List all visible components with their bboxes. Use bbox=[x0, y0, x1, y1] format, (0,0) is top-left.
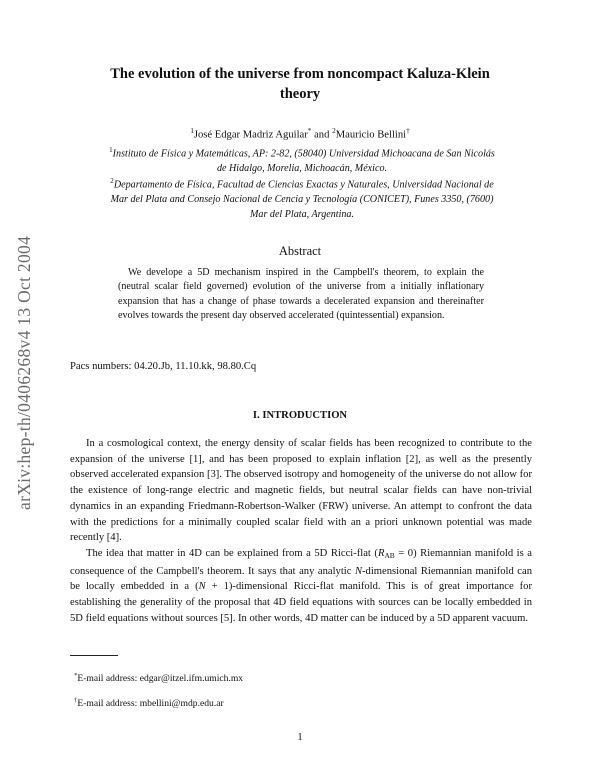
p2-symbol-n: N bbox=[354, 565, 363, 577]
paper-title bbox=[40, 64, 560, 104]
author1-footnote-mark: * bbox=[307, 126, 312, 135]
p2-symbol-r: R bbox=[377, 548, 385, 559]
footnote-1-marker: * bbox=[74, 672, 78, 679]
p2-text-a: The idea that matter in 4D can be explained from a 5D Ricci-flat ( bbox=[86, 548, 378, 559]
author1-marker: 1 bbox=[190, 126, 194, 135]
affiliation-2-line-3: Mar del Plata, Argentina. bbox=[249, 209, 354, 221]
footnote-1-text: E-mail address: edgar@itzel.ifm.umich.mx bbox=[77, 673, 244, 685]
author-conjunction: and bbox=[314, 129, 330, 141]
p2-text-c: + 1)-dimensional Ricci-flat manifold. This is of great importance for establishing the generality of the proposal that 4D field equations with sources can be locally embedded in 5D field equations without sources [5]. In other words, 4D matter can be induced by a 5D apparent vacuum. bbox=[70, 581, 532, 624]
arxiv-identifier: arXiv:hep-th/0406268v4 13 Oct 2004 bbox=[14, 235, 34, 510]
p2-symbol-n2: N bbox=[198, 581, 206, 593]
page-number: 1 bbox=[297, 732, 303, 743]
author2-footnote-mark: † bbox=[406, 126, 410, 135]
author-list bbox=[40, 126, 560, 141]
p2-text-eq: = 0) Riemannian manifold is a consequence of the Campbell's theorem. It says that any analytic bbox=[70, 548, 532, 577]
pacs-numbers: Pacs numbers: 04.20.Jb, 11.10.kk, 98.80.Cq bbox=[70, 361, 257, 372]
affiliation-2 bbox=[72, 174, 532, 222]
affiliation-2-marker: 2 bbox=[110, 177, 114, 185]
affiliation-2-line-2: Mar del Plata and Consejo Nacional de Cencia y Tecnología (CONICET), Funes 3350, (7600) bbox=[110, 194, 494, 206]
footnote-2 bbox=[74, 697, 224, 709]
affiliation-1-line-1: Instituto de Física y Matemáticas, AP: 2-82, (58040) Universidad Michoacana de San Nicolás bbox=[112, 148, 495, 160]
affiliation-1-line-2: de Hidalgo, Morelia, Michoacán, México. bbox=[216, 163, 388, 175]
section-heading-introduction: I. INTRODUCTION bbox=[252, 410, 348, 421]
title-line-1: The evolution of the universe from noncompact Kaluza-Klein bbox=[110, 66, 490, 82]
affiliation-1-marker: 1 bbox=[109, 146, 113, 154]
p2-subscript-ab: AB bbox=[384, 551, 395, 560]
abstract-body: We develope a 5D mechanism inspired in the Campbell's theorem, to explain the (neutral scalar field governed) evolution of the universe from a initially inflationary expansion that has a change of phase towards a decelerated expansion and thereinafter evolves towards the present day observed accelerated (quintessential) expansion. bbox=[118, 267, 484, 322]
affiliation-2-line-1: Departamento de Física, Facultad de Ciencias Exactas y Naturales, Universidad Nacional de bbox=[113, 179, 494, 191]
affiliation-1 bbox=[72, 143, 532, 176]
intro-paragraph-2 bbox=[70, 546, 532, 627]
author-1: José Edgar Madriz Aguilar bbox=[193, 129, 308, 141]
author-2: Mauricio Bellini bbox=[335, 129, 407, 141]
p2-text-b: -dimensional Riemannian manifold can be locally embedded in a ( bbox=[70, 565, 532, 593]
footnote-divider bbox=[70, 655, 118, 656]
author2-marker: 2 bbox=[332, 126, 336, 135]
intro-paragraph-1: In a cosmological context, the energy density of scalar fields has been recognized to contribute to the expansion of the universe [1], and has been proposed to explain inflation [2], as well as the presently observed accelerated expansion [3]. The observed isotropy and homogeneity of the universe do not allow for the existence of long-range electric and magnetic fields, but neutral scalar fields can have non-trivial dynamics in an expanding Friedmann-Robertson-Walker (FRW) universe. An attempt to confront the data with the predictions for a minimally coupled scalar field with an a priori unknown potential was made recently [4]. bbox=[70, 438, 532, 544]
footnote-2-marker: † bbox=[74, 697, 78, 704]
abstract-heading: Abstract bbox=[278, 244, 322, 258]
title-line-2: theory bbox=[279, 86, 321, 102]
footnote-2-text: E-mail address: mbellini@mdp.edu.ar bbox=[77, 698, 224, 710]
footnote-1 bbox=[74, 672, 243, 684]
